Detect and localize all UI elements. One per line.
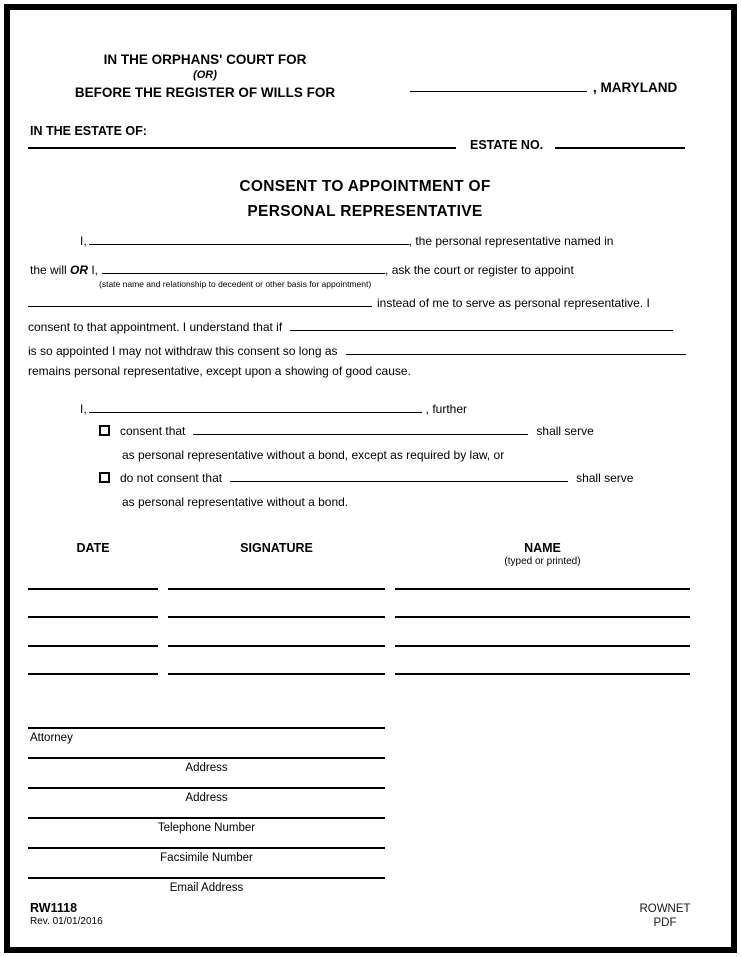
attorney-label: Attorney [30, 732, 73, 744]
no-consent-suffix: shall serve [576, 471, 634, 485]
consent-label: consent that [120, 424, 186, 438]
basis-row [30, 263, 574, 277]
address-label-1: Address [185, 762, 228, 774]
attorney-line[interactable] [28, 727, 385, 729]
i-label: I, [80, 234, 87, 248]
the-will-text: the will [30, 263, 71, 277]
instead-text: instead of me to serve as personal representative. I [377, 296, 650, 310]
orphans-court-heading: IN THE ORPHANS' COURT FOR [103, 52, 307, 67]
form-title-line2: PERSONAL REPRESENTATIVE [247, 203, 483, 220]
instead-row [28, 296, 650, 310]
estate-name-field[interactable] [28, 147, 456, 149]
so-long-as-field[interactable] [346, 353, 686, 355]
no-consent-checkbox[interactable] [99, 472, 110, 483]
court-heading-block [55, 52, 355, 100]
date-line-1[interactable] [28, 588, 158, 590]
consent-line2: as personal representative without a bond, except as required by law, or [122, 448, 505, 462]
signature-line-4[interactable] [168, 673, 385, 675]
address-line-1[interactable] [28, 757, 385, 759]
rownet-watermark-line2: PDF [653, 917, 677, 929]
register-wills-heading: BEFORE THE REGISTER OF WILLS FOR [74, 85, 336, 100]
consent-suffix: shall serve [536, 424, 594, 438]
email-line[interactable] [28, 877, 385, 879]
signature-header: SIGNATURE [240, 541, 313, 555]
signature-line-1[interactable] [168, 588, 385, 590]
after-basis-text: , ask the court or register to appoint [385, 263, 574, 277]
footer-form-number: RW1118 [30, 901, 78, 915]
i-label2: I, [88, 263, 99, 277]
basis-hint: (state name and relationship to decedent or other basis for appointment) [99, 279, 372, 289]
telephone-line[interactable] [28, 817, 385, 819]
footer-revision: Rev. 01/01/2016 [30, 916, 103, 927]
i-label3: I, [80, 402, 87, 416]
or-heading: (OR) [193, 69, 217, 81]
signature-line-2[interactable] [168, 616, 385, 618]
no-consent-line2: as personal representative without a bond. [122, 495, 349, 509]
so-appointed-text: is so appointed I may not withdraw this consent so long as [28, 344, 338, 358]
appointed-person-field[interactable] [290, 329, 673, 331]
name-subheader: (typed or printed) [504, 556, 581, 567]
date-line-4[interactable] [28, 673, 158, 675]
name-line-1[interactable] [395, 588, 690, 590]
after-name-text: , the personal representative named in [408, 234, 614, 248]
name-line-3[interactable] [395, 645, 690, 647]
or-word: OR [70, 263, 89, 277]
further-row [80, 402, 467, 416]
further-name-field[interactable] [89, 411, 422, 413]
further-suffix: , further [425, 402, 468, 416]
facsimile-line[interactable] [28, 847, 385, 849]
basis-field[interactable] [102, 272, 385, 274]
no-consent-option-row [99, 471, 633, 485]
understand-row [28, 320, 673, 334]
county-row [410, 80, 677, 95]
estate-row [28, 138, 685, 152]
name-line-4[interactable] [395, 673, 690, 675]
consent-checkbox[interactable] [99, 425, 110, 436]
rownet-watermark [620, 902, 710, 930]
so-appointed-row [28, 344, 686, 358]
consent-name-field[interactable] [193, 433, 528, 435]
date-line-3[interactable] [28, 645, 158, 647]
pr-name-field[interactable] [89, 243, 409, 245]
pr-name-row [80, 234, 613, 248]
address-line-2[interactable] [28, 787, 385, 789]
form-title-line1: CONSENT TO APPOINTMENT OF [239, 178, 491, 195]
estate-no-label: ESTATE NO. [470, 138, 544, 152]
remains-text: remains personal representative, except upon a showing of good cause. [28, 364, 411, 378]
name-header: NAME [524, 541, 561, 555]
no-consent-label: do not consent that [120, 471, 223, 485]
date-header: DATE [76, 541, 110, 555]
telephone-label: Telephone Number [157, 822, 256, 834]
appointee-field[interactable] [28, 305, 372, 307]
no-consent-name-field[interactable] [230, 480, 568, 482]
consent-option-row [99, 424, 594, 438]
signature-line-3[interactable] [168, 645, 385, 647]
estate-no-field[interactable] [555, 147, 685, 149]
rownet-watermark-line1: ROWNET [639, 903, 691, 915]
address-label-2: Address [185, 792, 228, 804]
name-line-2[interactable] [395, 616, 690, 618]
county-field[interactable] [410, 90, 587, 92]
estate-of-label: IN THE ESTATE OF: [30, 124, 147, 138]
consent-text: consent to that appointment. I understand that if [28, 320, 283, 334]
maryland-label: , MARYLAND [593, 80, 678, 95]
date-line-2[interactable] [28, 616, 158, 618]
facsimile-label: Facsimile Number [160, 852, 253, 864]
email-label: Email Address [169, 882, 244, 894]
